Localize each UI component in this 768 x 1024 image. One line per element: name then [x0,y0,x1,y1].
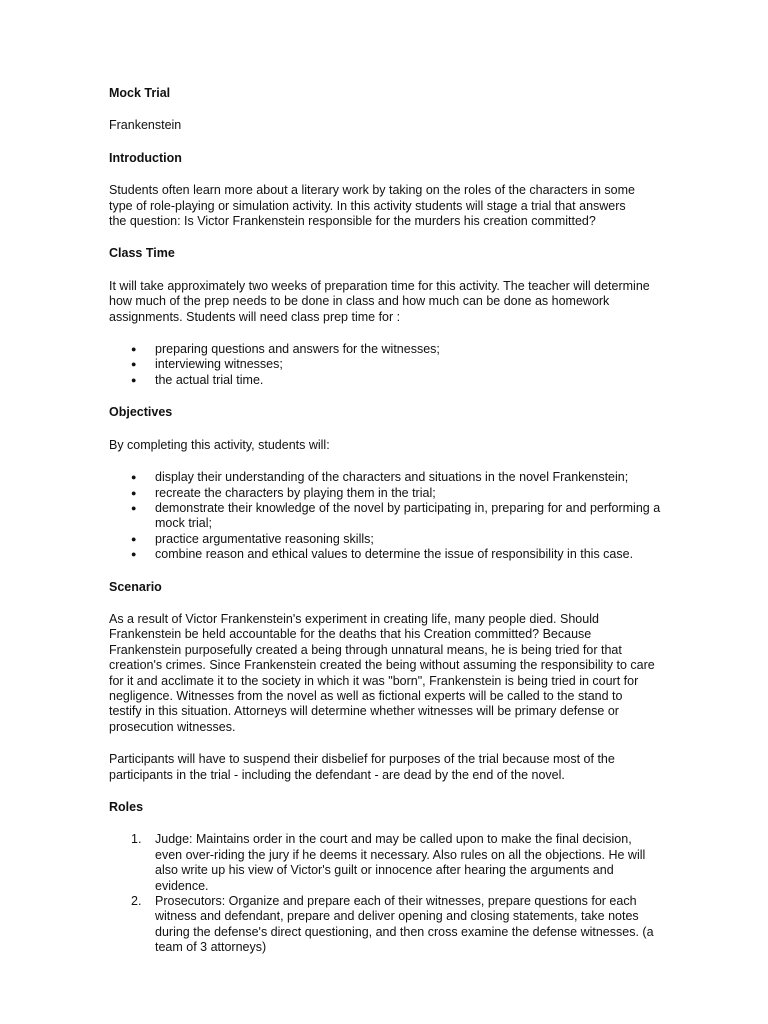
bullet-icon: ● [131,487,137,498]
class-time-heading: Class Time [109,246,175,261]
bullet-icon: ● [131,374,137,385]
list-item: ● demonstrate their knowledge of the novel by participating in, preparing for and performing a mock trial; [131,500,661,531]
list-item: ● the actual trial time. [131,372,264,387]
roles-list [109,832,661,955]
introduction-paragraph: Students often learn more about a literary work by taking on the roles of the characters in some type of role-playing or simulation activity. In this activity students will stage a trial that answers the question: Is Victor Frankenstein responsible for the murders his creation committed? [109,183,635,229]
list-item: ● combine reason and ethical values to determine the issue of responsibility in this case. [131,547,634,562]
objectives-heading: Objectives [109,405,173,420]
scenario-paragraph-2: Participants will have to suspend their disbelief for purposes of the trial because most of the participants in the trial - including the defendant - are dead by the end of the novel. [109,752,615,782]
bullet-icon: ● [131,549,137,560]
list-item: ● recreate the characters by playing them in the trial; [131,485,436,500]
list-item: ● interviewing witnesses; [131,357,283,372]
scenario-paragraph-1: As a result of Victor Frankenstein's experiment in creating life, many people died. Should Frankenstein be held accountable for the deaths that his Creation committed? Because Frankenstein purposefully created a being through unnatural means, he is being tried for that creation's crimes. Since Frankenstein created the being without assuming the responsibility to care for it and acclimate it to the society in which it was "born", Frankenstein is being tried in court for negligence. Witnesses from the novel as well as fictional experts will be called to the stand to testify in this situation. Attorneys will determine whether witnesses will be primary defense or prosecution witnesses. [109,611,655,734]
list-item: ● practice argumentative reasoning skills; [131,531,374,546]
bullet-icon: ● [131,472,137,483]
list-item: 1. Judge: Maintains order in the court and may be called upon to make the final decision, even over-riding the jury if he deems it necessary. Also rules on all the objections. He will also write up his view of Victor's guilt or innocence after hearing the arguments and evidence. [131,832,646,893]
objectives-intro: By completing this activity, students will: [109,437,330,452]
introduction-heading: Introduction [109,150,182,165]
bullet-icon: ● [131,359,137,370]
document-subtitle: Frankenstein [109,118,182,133]
list-item: 2. Prosecutors: Organize and prepare each of their witnesses, prepare questions for each witness and defendant, prepare and deliver opening and closing statements, take notes during the defense's direct questioning, and then cross examine the defense witnesses. (a team of 3 attorneys) [131,894,654,955]
scenario-heading: Scenario [109,579,162,594]
document-body [109,86,669,956]
document-title: Mock Trial [109,86,171,100]
list-item: ● preparing questions and answers for the witnesses; [131,342,440,357]
list-item: ● display their understanding of the characters and situations in the novel Frankenstein; [131,470,629,485]
bullet-icon: ● [131,344,137,355]
roles-heading: Roles [109,800,144,814]
class-time-list [109,342,669,388]
class-time-paragraph: It will take approximately two weeks of preparation time for this activity. The teacher will determine how much of the prep needs to be done in class and how much can be done as homework assignments. Students will need class prep time for : [109,278,650,324]
list-number: 2. [131,894,142,909]
bullet-icon: ● [131,533,137,544]
bullet-icon: ● [131,502,137,513]
list-number: 1. [131,832,142,847]
objectives-list [109,470,661,562]
